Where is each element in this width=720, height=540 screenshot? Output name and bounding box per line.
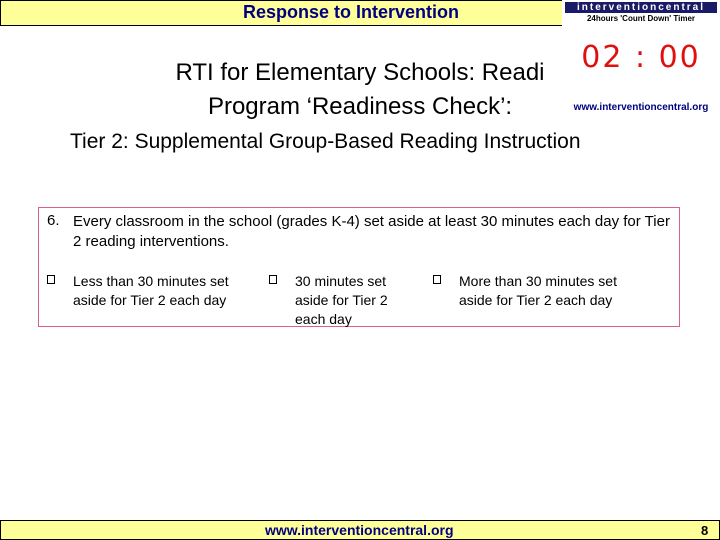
slide-title-line-1: RTI for Elementary Schools: Readi — [175, 59, 545, 86]
slide-title-line-2: Program ‘Readiness Check’: — [207, 93, 513, 120]
question-text: Every classroom in the school (grades K-4) set aside at least 30 minutes each day for Tier 2 reading interventions. — [73, 213, 670, 250]
option-label: More than 30 minutes set aside for Tier 2 each day — [459, 273, 617, 308]
question-number: 6. — [47, 212, 60, 229]
footer-url[interactable]: www.interventioncentral.org — [265, 522, 454, 538]
page-number: 8 — [701, 523, 709, 538]
timer-subtitle: 24hours 'Count Down' Timer — [586, 14, 696, 23]
slide-title — [0, 56, 720, 124]
checkbox-icon[interactable] — [433, 275, 441, 284]
footer-bar — [0, 520, 720, 540]
timer-logo: interventioncentral — [565, 2, 717, 13]
slide-subtitle: Tier 2: Supplemental Group-Based Reading Instruction — [70, 130, 581, 153]
timer-url: www.interventioncentral.org — [573, 102, 709, 113]
question-box — [38, 207, 680, 327]
timer-display: 02 : 00 — [581, 40, 701, 75]
header-title: Response to Intervention — [243, 2, 460, 22]
checkbox-icon[interactable] — [47, 275, 55, 284]
checkbox-icon[interactable] — [269, 275, 277, 284]
option-label: 30 minutes set aside for Tier 2 each day — [295, 273, 388, 327]
option-label: Less than 30 minutes set aside for Tier 2 each day — [73, 273, 229, 308]
